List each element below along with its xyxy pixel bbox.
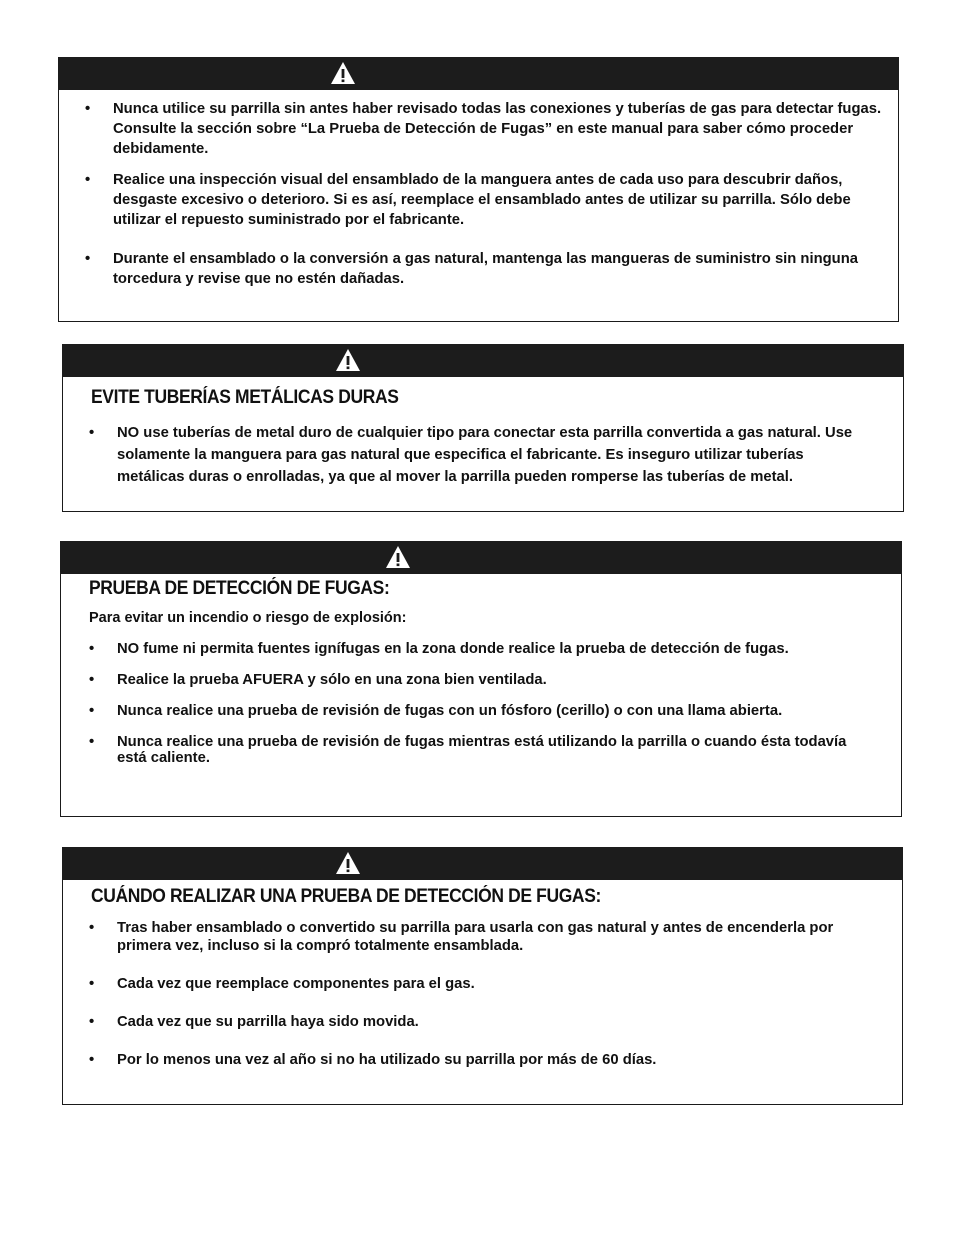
list-item: • Nunca realice una prueba de revisión de fugas con un fósforo (cerillo) o con una llama abierta. <box>89 703 879 719</box>
list-item: • Nunca realice una prueba de revisión de fugas mientras está utilizando la parrilla o cuando ésta todavía está caliente. <box>89 734 879 766</box>
list-item: • Realice una inspección visual del ensamblado de la manguera antes de cada uso para descubrir daños, desgaste excesivo o deterioro. Si es así, reemplace el ensamblado antes de utilizar su parrilla. Sólo debe utilizar el repuesto suministrado por el fabricante. <box>85 170 885 230</box>
warning-header-bar <box>58 57 899 90</box>
list-item: • Cada vez que su parrilla haya sido movida. <box>89 1013 889 1031</box>
warning-triangle-icon <box>335 348 361 372</box>
bullet-list <box>89 919 889 1069</box>
warning-header-bar <box>60 541 902 574</box>
list-item: • Durante el ensamblado o la conversión a gas natural, mantenga las mangueras de suministro sin ninguna torcedura y revise que no estén dañadas. <box>85 249 885 289</box>
list-item: • NO fume ni permita fuentes ignífugas en la zona donde realice la prueba de detección de fugas. <box>89 641 879 657</box>
warning-header-bar <box>62 847 903 880</box>
list-item: • NO use tuberías de metal duro de cualquier tipo para conectar esta parrilla convertida a gas natural. Use solamente la manguera para gas natural que especifica el fabricante. Es inseguro utilizar tuberías metálicas duras o enrolladas, ya que al mover la parrilla pueden romperse las tuberías de metal. <box>89 422 869 488</box>
warning-triangle-icon <box>335 851 361 875</box>
list-item: • Cada vez que reemplace componentes para el gas. <box>89 975 889 993</box>
intro-text: Para evitar un incendio o riesgo de explosión: <box>89 610 407 626</box>
section-heading: CUÁNDO REALIZAR UNA PRUEBA DE DETECCIÓN DE FUGAS: <box>91 886 601 907</box>
list-item: • Nunca utilice su parrilla sin antes haber revisado todas las conexiones y tuberías de gas para detectar fugas. Consulte la sección sobre “La Prueba de Detección de Fugas” en este manual para saber cómo proceder debidamente. <box>85 99 885 159</box>
warning-triangle-icon <box>385 545 411 569</box>
warning-box-leak-test <box>60 541 902 817</box>
warning-box-hard-pipes <box>62 344 904 512</box>
section-heading: EVITE TUBERÍAS METÁLICAS DURAS <box>91 387 399 408</box>
warning-box-when-to-test <box>62 847 903 1105</box>
list-item: • Realice la prueba AFUERA y sólo en una zona bien ventilada. <box>89 672 879 688</box>
warning-triangle-icon <box>330 61 356 85</box>
warning-header-bar <box>62 344 904 377</box>
list-item: • Tras haber ensamblado o convertido su parrilla para usarla con gas natural y antes de encenderla por primera vez, incluso si la compró totalmente ensamblada. <box>89 919 889 955</box>
list-item: • Por lo menos una vez al año si no ha utilizado su parrilla por más de 60 días. <box>89 1051 889 1069</box>
bullet-list <box>89 641 879 766</box>
section-heading: PRUEBA DE DETECCIÓN DE FUGAS: <box>89 578 390 599</box>
bullet-list <box>89 422 869 488</box>
bullet-list <box>85 99 885 289</box>
warning-box-gas-connections <box>58 57 899 322</box>
